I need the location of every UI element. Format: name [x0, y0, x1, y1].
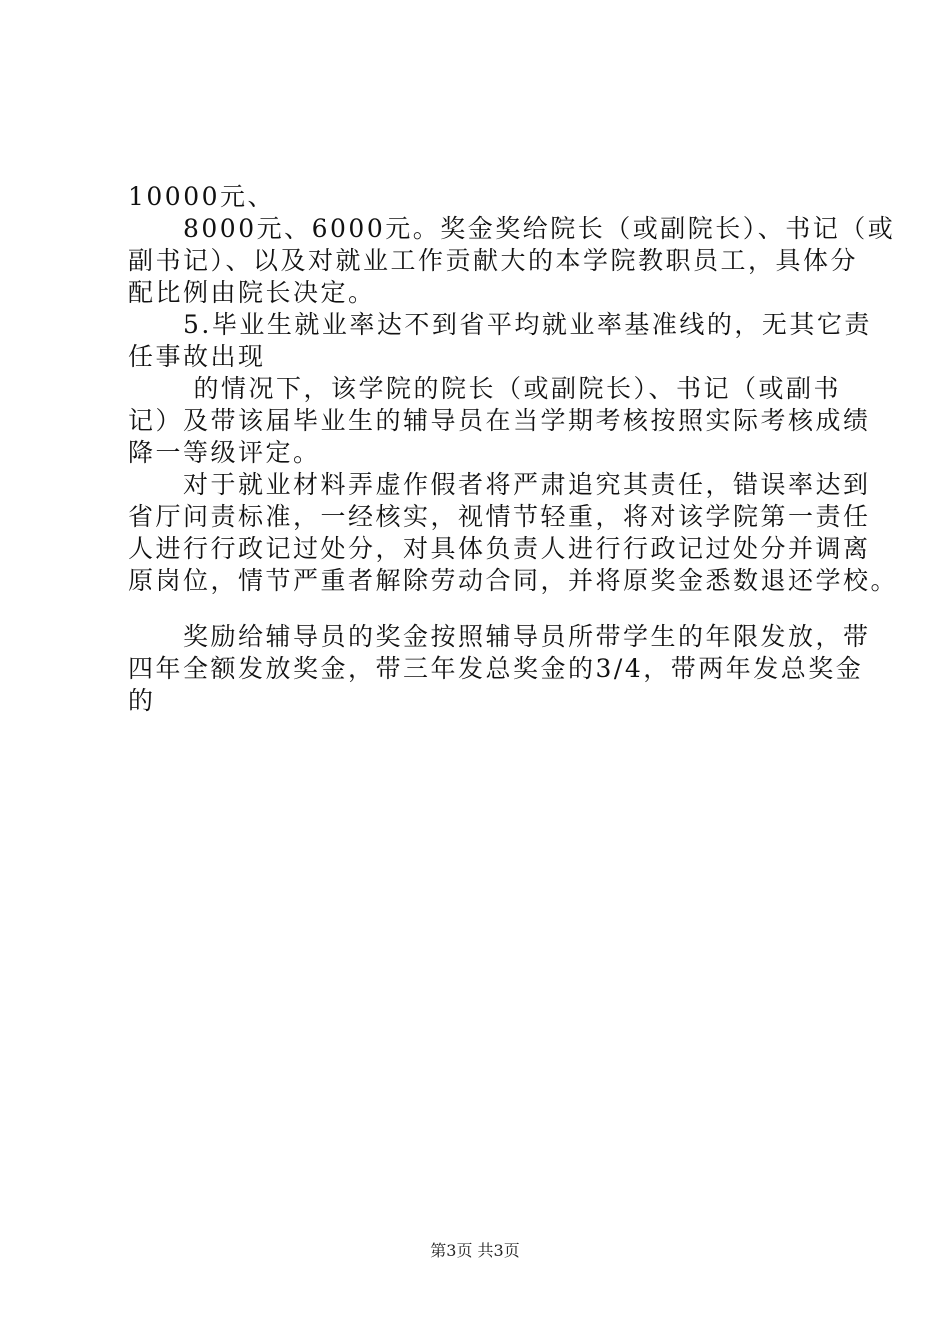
text-line: 副书记）、以及对就业工作贡献大的本学院教职员工，具体分	[128, 246, 859, 275]
text-line: 对于就业材料弄虚作假者将严肃追究其责任，错误率达到	[128, 470, 871, 499]
text-line: 8000元、6000元。奖金奖给院长（或副院长）、书记（或	[128, 214, 896, 243]
text-line: 降一等级评定。	[128, 438, 321, 467]
text-line: 记）及带该届毕业生的辅导员在当学期考核按照实际考核成绩	[128, 406, 871, 435]
text-line: 的	[128, 686, 156, 715]
text-line: 四年全额发放奖金，带三年发总奖金的3/4，带两年发总奖金	[128, 654, 864, 683]
text-line: 省厅问责标准，一经核实，视情节轻重，将对该学院第一责任	[128, 502, 871, 531]
text-line: 任事故出现	[128, 342, 266, 371]
text-line: 5.毕业生就业率达不到省平均就业率基准线的，无其它责	[128, 310, 872, 339]
text-line: 的情况下，该学院的院长（或副院长）、书记（或副书	[128, 374, 841, 403]
text-line: 人进行行政记过处分，对具体负责人进行行政记过处分并调离	[128, 534, 871, 563]
page-number-footer: 第3页 共3页	[430, 1241, 520, 1260]
text-line: 配比例由院长决定。	[128, 278, 376, 307]
text-line: 原岗位，情节严重者解除劳动合同，并将原奖金悉数退还学校。	[128, 566, 899, 595]
text-line: 奖励给辅导员的奖金按照辅导员所带学生的年限发放，带	[128, 622, 871, 651]
text-line: 10000元、	[128, 182, 276, 211]
